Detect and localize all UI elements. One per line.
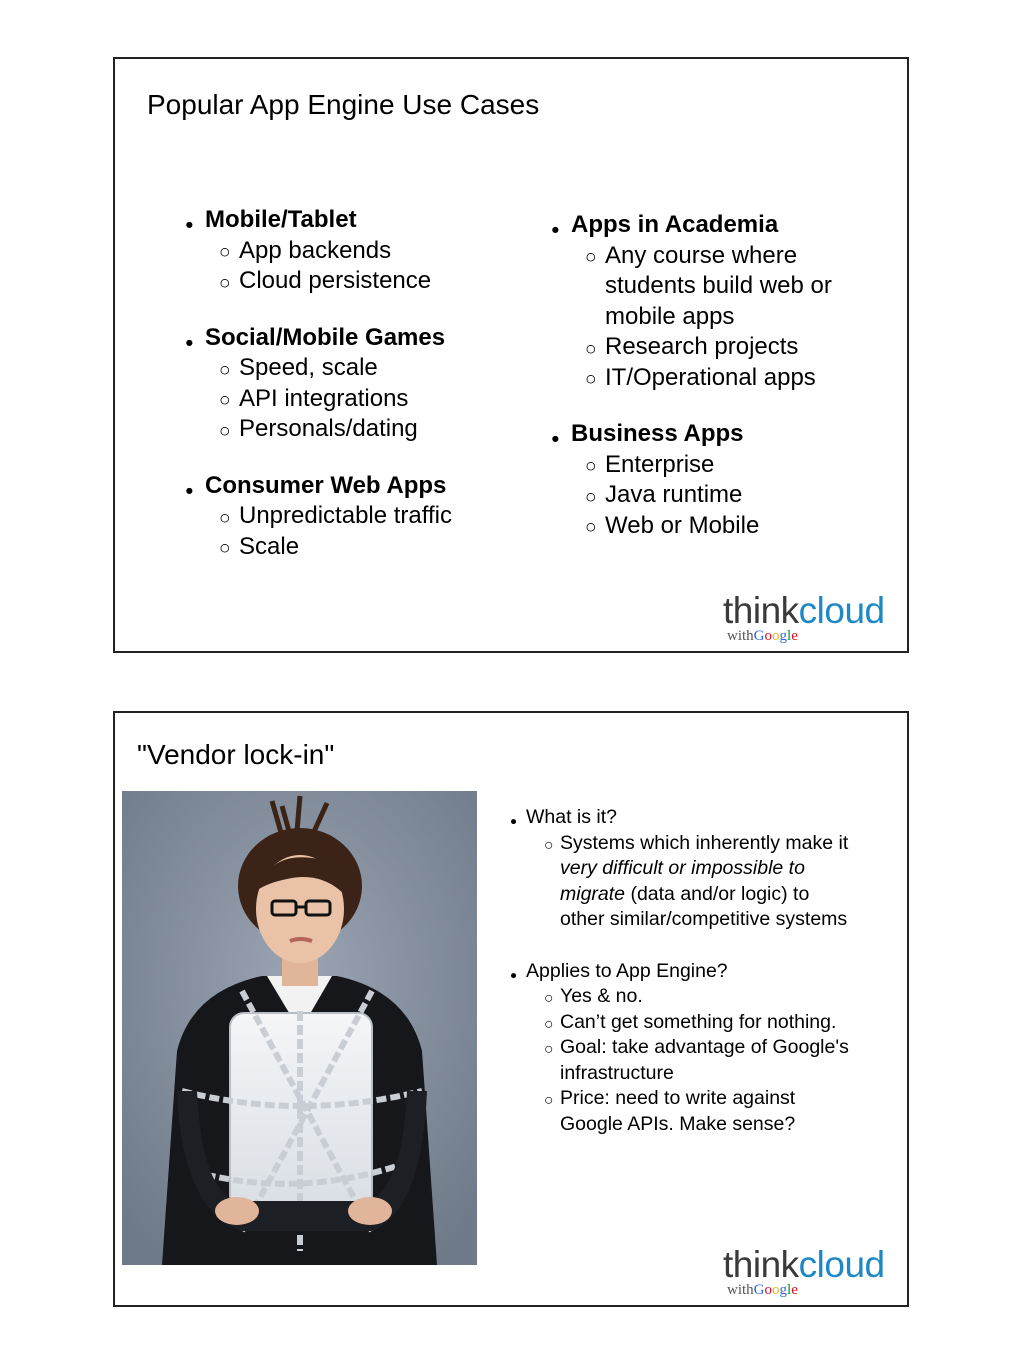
list-item: ○ Personals/dating (183, 414, 503, 445)
use-case-group (183, 471, 503, 563)
list-item: ○ Java runtime (549, 480, 869, 511)
list-item: ○ Can’t get something for nothing. (508, 1010, 858, 1036)
thinkcloud-logo (723, 590, 903, 646)
group-heading: ● Mobile/Tablet (183, 205, 503, 236)
list-item: ○ API integrations (183, 384, 503, 415)
list-item: ○ Enterprise (549, 450, 869, 481)
question-what-is-it: ● What is it? (508, 805, 858, 831)
list-item: ○ IT/Operational apps (549, 363, 869, 394)
list-item: ○ Yes & no. (508, 984, 858, 1010)
slide-title: "Vendor lock-in" (137, 739, 335, 770)
group-heading: ● Social/Mobile Games (183, 323, 503, 354)
question-group (508, 959, 858, 1138)
group-heading: ● Business Apps (549, 419, 869, 450)
slide-title: Popular App Engine Use Cases (147, 89, 540, 120)
vendor-lockin-notes (508, 805, 858, 1163)
list-item: ○ Unpredictable traffic (183, 501, 503, 532)
use-case-group (183, 323, 503, 445)
use-case-group (549, 210, 869, 393)
list-item: ○ Research projects (549, 332, 869, 363)
use-case-group (549, 419, 869, 541)
list-item: ○ Any course where students build web or mobile apps (549, 241, 869, 333)
logo-with-google: withGoogle (727, 628, 798, 644)
slide-vendor-lock-in (113, 711, 909, 1307)
thinkcloud-logo (723, 1244, 903, 1300)
logo-wordmark: thinkcloud (723, 590, 885, 631)
group-heading: ● Consumer Web Apps (183, 471, 503, 502)
list-item: ○ Goal: take advantage of Google's infrastructure (508, 1035, 858, 1086)
left-column (183, 205, 503, 588)
list-item: ○ Price: need to write against Google APIs. Make sense? (508, 1086, 858, 1137)
chained-laptop-photo (122, 791, 477, 1265)
list-item: ○ Speed, scale (183, 353, 503, 384)
list-item: ○ Cloud persistence (183, 266, 503, 297)
question-applies: ● Applies to App Engine? (508, 959, 858, 985)
right-column (549, 210, 869, 567)
list-item: ○ Systems which inherently make it very difficult or impossible to migrate (data and/or logic) to other similar/competitive systems (508, 831, 858, 933)
list-item: ○ Web or Mobile (549, 511, 869, 542)
list-item: ○ Scale (183, 532, 503, 563)
logo-with-google: withGoogle (727, 1282, 798, 1298)
group-heading: ● Apps in Academia (549, 210, 869, 241)
logo-wordmark: thinkcloud (723, 1244, 885, 1285)
use-case-group (183, 205, 503, 297)
list-item: ○ App backends (183, 236, 503, 267)
question-group (508, 805, 858, 933)
slide-popular-use-cases (113, 57, 909, 653)
